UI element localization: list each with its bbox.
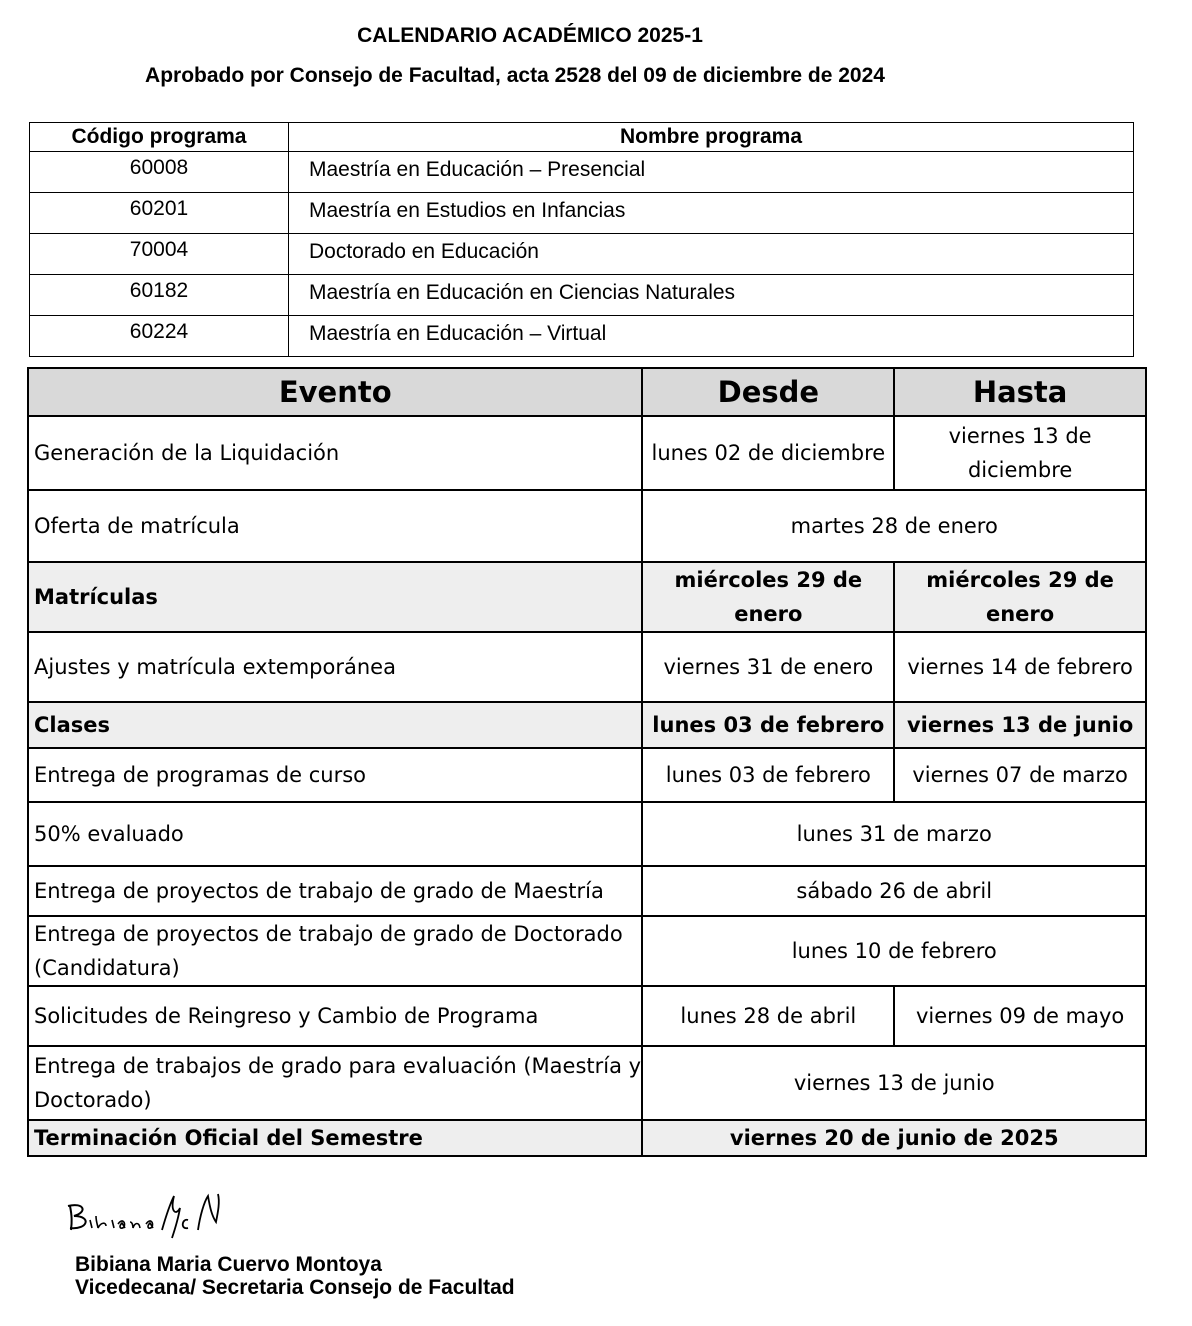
program-name: Maestría en Educación en Ciencias Naturales — [289, 275, 1134, 316]
event-name: Terminación Oficial del Semestre — [28, 1120, 642, 1156]
event-from: lunes 03 de febrero — [642, 748, 894, 802]
header-name: Nombre programa — [289, 123, 1134, 152]
table-row — [30, 316, 1134, 357]
events-header-row — [28, 368, 1146, 416]
event-to: viernes 09 de mayo — [894, 986, 1146, 1046]
event-name: Solicitudes de Reingreso y Cambio de Programa — [28, 986, 642, 1046]
program-name: Doctorado en Educación — [289, 234, 1134, 275]
event-from: lunes 03 de febrero — [642, 702, 894, 748]
event-date: viernes 20 de junio de 2025 — [642, 1120, 1146, 1156]
table-row — [28, 986, 1146, 1046]
table-row — [28, 916, 1146, 986]
event-name: Clases — [28, 702, 642, 748]
event-name: Entrega de proyectos de trabajo de grado de Doctorado (Candidatura) — [28, 916, 642, 986]
event-name: Generación de la Liquidación — [28, 416, 642, 490]
table-row — [28, 866, 1146, 916]
table-row — [28, 702, 1146, 748]
document-subtitle: Aprobado por Consejo de Facultad, acta 2528 del 09 de diciembre de 2024 — [145, 64, 885, 87]
program-code: 70004 — [30, 234, 289, 275]
program-code: 60201 — [30, 193, 289, 234]
event-to: viernes 14 de febrero — [894, 632, 1146, 702]
program-code: 60182 — [30, 275, 289, 316]
event-date: viernes 13 de junio — [642, 1046, 1146, 1120]
table-row — [28, 490, 1146, 562]
event-to: viernes 13 de diciembre — [894, 416, 1146, 490]
event-name: Entrega de proyectos de trabajo de grado de Maestría — [28, 866, 642, 916]
program-name: Maestría en Educación – Virtual — [289, 316, 1134, 357]
event-name: Ajustes y matrícula extemporánea — [28, 632, 642, 702]
table-row — [30, 234, 1134, 275]
table-row — [28, 632, 1146, 702]
header-code: Código programa — [30, 123, 289, 152]
event-name: Entrega de trabajos de grado para evaluación (Maestría y Doctorado) — [28, 1046, 642, 1120]
program-name: Maestría en Educación – Presencial — [289, 152, 1134, 193]
event-date: lunes 31 de marzo — [642, 802, 1146, 866]
event-date: martes 28 de enero — [642, 490, 1146, 562]
program-code: 60224 — [30, 316, 289, 357]
event-date: lunes 10 de febrero — [642, 916, 1146, 986]
header-from: Desde — [642, 368, 894, 416]
program-name: Maestría en Estudios en Infancias — [289, 193, 1134, 234]
header-to: Hasta — [894, 368, 1146, 416]
table-row — [30, 152, 1134, 193]
programs-header-row — [30, 123, 1134, 152]
table-row — [28, 802, 1146, 866]
signatory-name: Bibiana Maria Cuervo Montoya — [75, 1253, 382, 1276]
event-from: lunes 28 de abril — [642, 986, 894, 1046]
event-to: viernes 07 de marzo — [894, 748, 1146, 802]
event-name: Entrega de programas de curso — [28, 748, 642, 802]
table-row — [28, 1046, 1146, 1120]
programs-table — [29, 122, 1134, 357]
event-to: miércoles 29 de enero — [894, 562, 1146, 632]
handwritten-signature — [58, 1186, 238, 1246]
event-from: lunes 02 de diciembre — [642, 416, 894, 490]
header-event: Evento — [28, 368, 642, 416]
event-name: Oferta de matrícula — [28, 490, 642, 562]
event-to: viernes 13 de junio — [894, 702, 1146, 748]
table-row — [28, 1120, 1146, 1156]
table-row — [28, 748, 1146, 802]
event-name: 50% evaluado — [28, 802, 642, 866]
event-from: viernes 31 de enero — [642, 632, 894, 702]
document-title: CALENDARIO ACADÉMICO 2025-1 — [357, 24, 703, 47]
table-row — [28, 562, 1146, 632]
table-row — [30, 193, 1134, 234]
event-from: miércoles 29 de enero — [642, 562, 894, 632]
table-row — [28, 416, 1146, 490]
event-date: sábado 26 de abril — [642, 866, 1146, 916]
event-name: Matrículas — [28, 562, 642, 632]
signatory-role: Vicedecana/ Secretaria Consejo de Facultad — [75, 1276, 515, 1299]
events-table — [27, 367, 1147, 1157]
program-code: 60008 — [30, 152, 289, 193]
table-row — [30, 275, 1134, 316]
